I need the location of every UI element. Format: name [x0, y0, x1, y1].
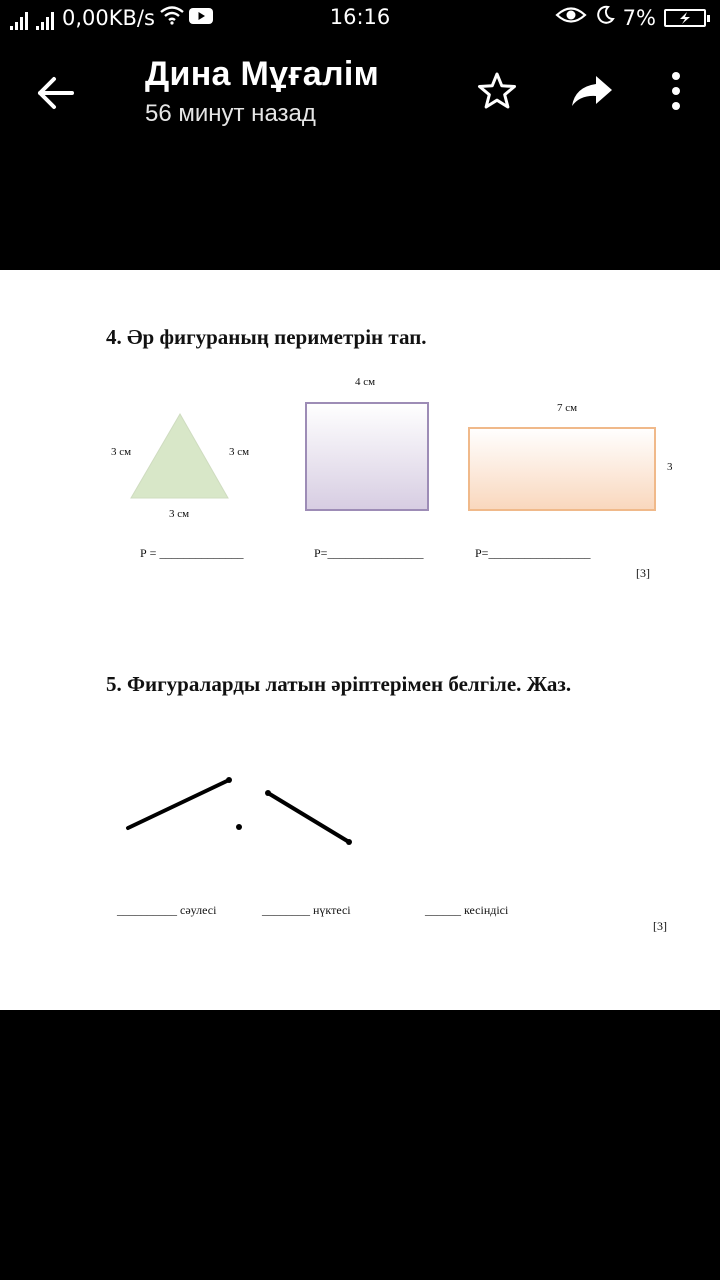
triangle-bottom-side-label: 3 см: [169, 508, 190, 520]
triangle-shape: [131, 414, 228, 498]
triangle-answer-blank: Р = ______________: [140, 546, 244, 560]
back-arrow-icon: [30, 70, 82, 116]
square-side-label: 4 см: [355, 376, 376, 388]
star-button[interactable]: [472, 66, 522, 116]
segment-endpoint-a: [265, 790, 271, 796]
square-shape: [306, 403, 428, 510]
point-dot: [236, 824, 242, 830]
document-image[interactable]: [0, 270, 720, 1010]
ray-line: [128, 780, 229, 828]
network-speed: 0,00KB/s: [62, 6, 155, 30]
app-bar: [0, 36, 720, 146]
point-word: нүктесі: [313, 903, 351, 917]
status-bar: [0, 0, 720, 36]
share-icon: [566, 66, 616, 116]
ray-word: сәулесі: [180, 903, 217, 917]
battery-percent: 7%: [622, 5, 656, 30]
question-4-title: 4. Әр фигураның периметрін тап.: [106, 325, 427, 349]
more-vert-icon: [654, 66, 704, 116]
timestamp: 56 минут назад: [145, 100, 316, 127]
status-time: 16:16: [329, 5, 391, 29]
point-blank: ________: [262, 903, 310, 917]
question-5-score: [3]: [653, 919, 667, 933]
eye-icon: [555, 5, 587, 30]
battery-icon: [664, 9, 706, 27]
more-options-button[interactable]: [654, 66, 704, 116]
rectangle-top-side-label: 7 см: [557, 402, 578, 414]
point-label: [262, 903, 351, 918]
title-block: [145, 54, 379, 128]
rectangle-shape: [469, 428, 655, 510]
rectangle-right-side-label: 3: [667, 461, 673, 473]
triangle-left-side-label: 3 см: [111, 446, 132, 458]
moon-icon: [595, 5, 615, 30]
star-icon: [472, 66, 522, 116]
ray-endpoint: [226, 777, 232, 783]
segment-label: [425, 903, 508, 918]
question-4-score: [3]: [636, 566, 650, 580]
sender-name: Дина Мұғалім: [145, 55, 380, 93]
back-button[interactable]: [30, 70, 82, 116]
segment-endpoint-b: [346, 839, 352, 845]
segment-line: [268, 793, 349, 842]
square-answer-blank: Р=________________: [314, 546, 424, 560]
triangle-right-side-label: 3 см: [229, 446, 250, 458]
ray-blank: __________: [117, 903, 177, 917]
ray-label: [117, 903, 216, 918]
share-button[interactable]: [566, 66, 616, 116]
rectangle-answer-blank: Р=_________________: [475, 546, 591, 560]
segment-word: кесіндісі: [464, 903, 509, 917]
question-5-title: 5. Фигураларды латын әріптерімен белгіле. Жаз.: [106, 672, 572, 696]
segment-blank: ______: [425, 903, 461, 917]
status-right: [555, 5, 706, 30]
